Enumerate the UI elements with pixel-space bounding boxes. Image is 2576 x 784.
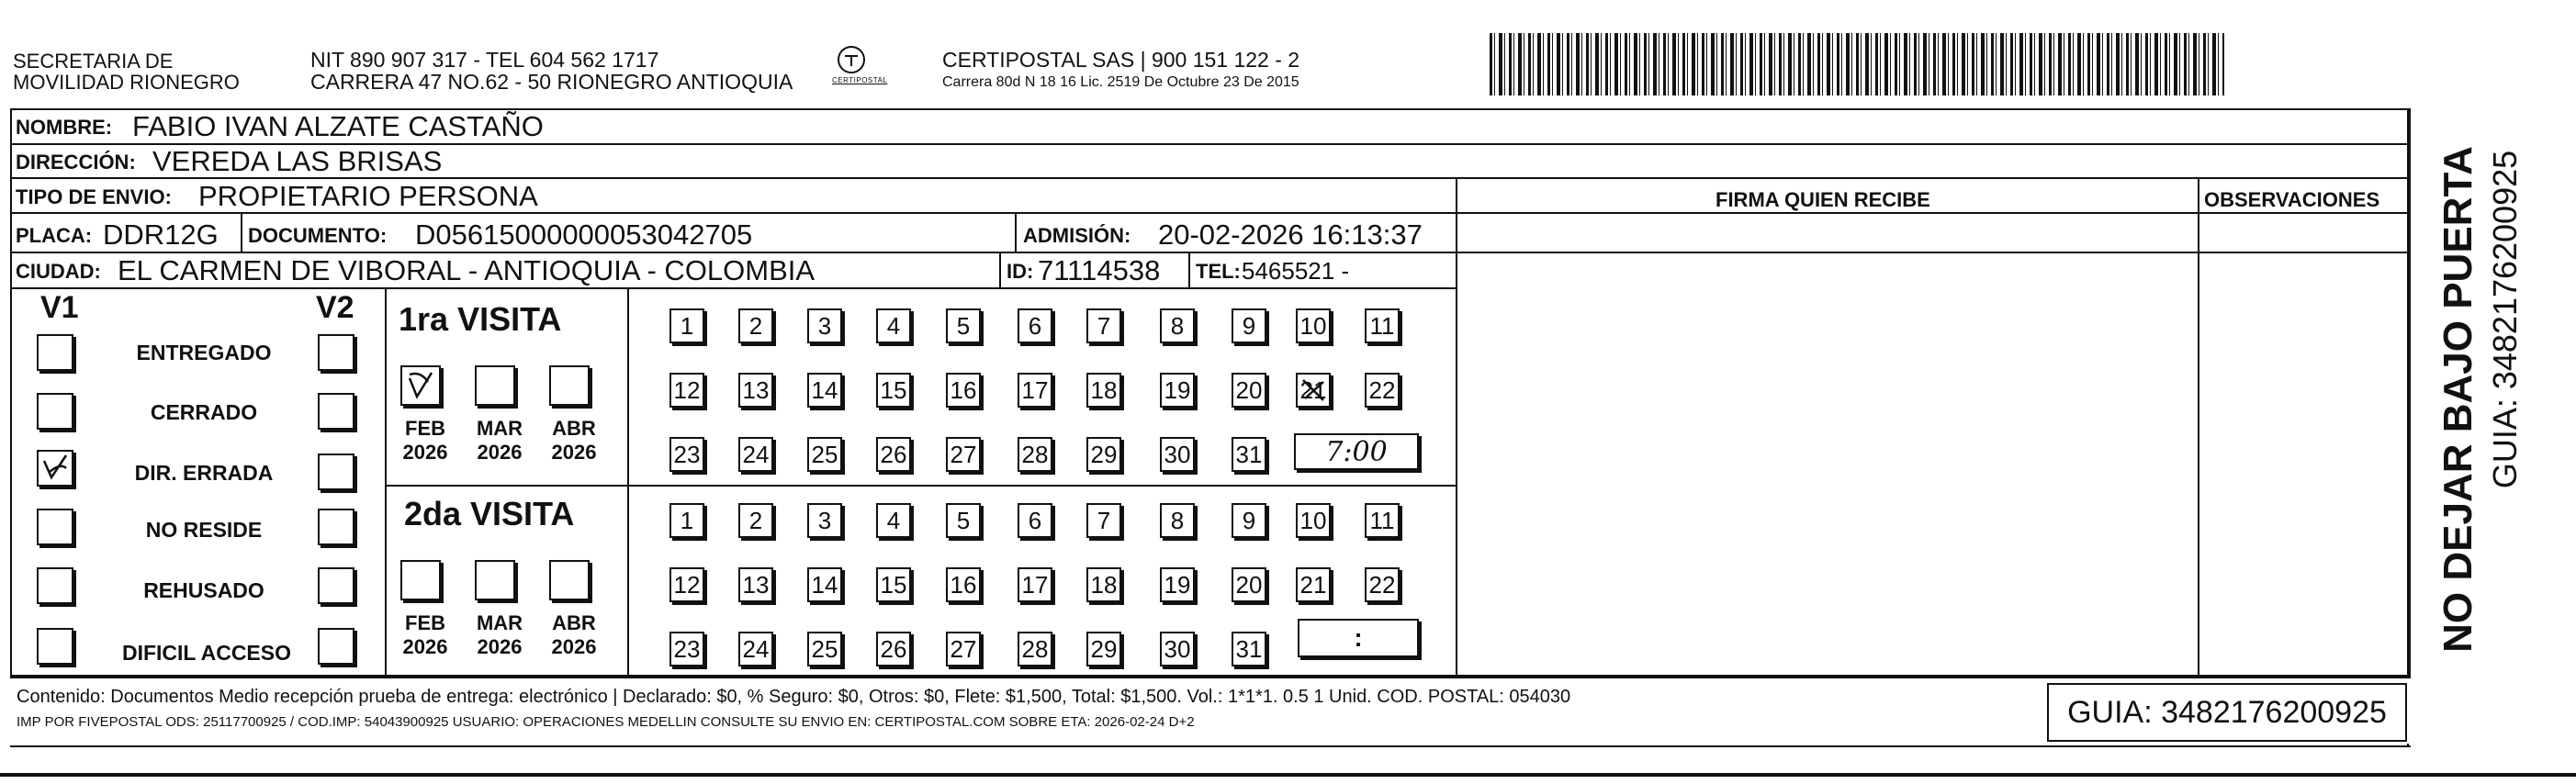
barcode <box>1490 33 2224 95</box>
v2-rehusado-checkbox[interactable] <box>318 567 354 604</box>
visit2-day-17[interactable]: 17 <box>1018 567 1052 602</box>
visit1-day-21[interactable]: 21 <box>1296 373 1331 408</box>
page-bottom-rule <box>0 773 2576 777</box>
v1-no-reside-checkbox[interactable] <box>37 509 73 545</box>
visit1-day-6[interactable]: 6 <box>1018 308 1052 343</box>
visit1-day-12[interactable]: 12 <box>669 373 704 408</box>
visit2-day-1[interactable]: 1 <box>669 503 704 538</box>
tipo-envio-label: TIPO DE ENVIO: <box>16 185 172 208</box>
direccion-value: VEREDA LAS BRISAS <box>152 145 443 177</box>
v1-dir-errada-checkbox[interactable] <box>37 450 73 487</box>
visit1-day-14[interactable]: 14 <box>807 373 842 408</box>
day-mark-icon <box>1298 375 1329 406</box>
visit1-time-field[interactable]: 7:00 <box>1294 433 1419 470</box>
visit1-day-2[interactable]: 2 <box>738 308 773 343</box>
v1-cerrado-checkbox[interactable] <box>37 393 73 430</box>
visit1-day-11[interactable]: 11 <box>1365 308 1400 343</box>
visit2-day-28[interactable]: 28 <box>1018 632 1052 666</box>
sender-name-line2: MOVILIDAD RIONEGRO <box>13 71 240 94</box>
tipo-envio-value: PROPIETARIO PERSONA <box>198 180 538 212</box>
visit2-day-7[interactable]: 7 <box>1086 503 1121 538</box>
status-no-reside: NO RESIDE <box>145 518 263 542</box>
visit2-day-12[interactable]: 12 <box>669 567 704 602</box>
v2-dir-errada-checkbox[interactable] <box>318 454 354 490</box>
visit1-feb-checkbox[interactable] <box>400 365 441 406</box>
visit2-day-6[interactable]: 6 <box>1018 503 1052 538</box>
check-mark-icon <box>402 367 439 404</box>
visit1-day-20[interactable]: 20 <box>1232 373 1266 408</box>
nombre-label: NOMBRE: <box>16 116 113 139</box>
v2-dificil-acceso-checkbox[interactable] <box>318 628 354 665</box>
visit1-day-1[interactable]: 1 <box>669 308 704 343</box>
visit1-title: 1ra VISITA <box>399 300 562 338</box>
visit2-day-15[interactable]: 15 <box>876 567 911 602</box>
visit2-day-21[interactable]: 21 <box>1296 567 1331 602</box>
visit2-day-14[interactable]: 14 <box>807 567 842 602</box>
placa-label: PLACA: <box>16 224 93 247</box>
v2-cerrado-checkbox[interactable] <box>318 393 354 430</box>
sender-address: CARRERA 47 NO.62 - 50 RIONEGRO ANTIOQUIA <box>310 70 793 94</box>
v2-label: V2 <box>316 290 354 325</box>
visit2-day-29[interactable]: 29 <box>1086 632 1121 666</box>
visit1-day-17[interactable]: 17 <box>1018 373 1052 408</box>
visit2-month-feb: FEB 2026 <box>402 611 448 659</box>
visit1-day-15[interactable]: 15 <box>876 373 911 408</box>
visit1-day-30[interactable]: 30 <box>1160 437 1195 472</box>
visit2-day-22[interactable]: 22 <box>1365 567 1400 602</box>
direccion-label: DIRECCIÓN: <box>16 151 136 174</box>
visit2-month-mar: MAR 2026 <box>476 611 523 659</box>
status-entregado: ENTREGADO <box>136 341 272 364</box>
visit2-title: 2da VISITA <box>404 495 575 532</box>
visit2-day-27[interactable]: 27 <box>946 632 981 666</box>
visit1-day-22[interactable]: 22 <box>1365 373 1400 408</box>
visit2-day-31[interactable]: 31 <box>1232 632 1266 666</box>
visit1-day-5[interactable]: 5 <box>946 308 981 343</box>
sender-name-line1: SECRETARIA DE <box>13 50 174 73</box>
certipostal-logo-icon <box>838 46 865 73</box>
carrier-license: Carrera 80d N 18 16 Lic. 2519 De Octubre 23 De 2015 <box>942 74 1299 90</box>
visit2-day-19[interactable]: 19 <box>1160 567 1195 602</box>
v2-entregado-checkbox[interactable] <box>318 334 354 371</box>
visit2-day-4[interactable]: 4 <box>876 503 911 538</box>
visit2-day-23[interactable]: 23 <box>669 632 704 666</box>
admision-label: ADMISIÓN: <box>1023 224 1131 247</box>
visit2-day-16[interactable]: 16 <box>946 567 981 602</box>
visit1-day-4[interactable]: 4 <box>876 308 911 343</box>
placa-value: DDR12G <box>103 218 219 251</box>
visit1-day-18[interactable]: 18 <box>1086 373 1121 408</box>
visit1-day-31[interactable]: 31 <box>1232 437 1266 472</box>
tel-value: 5465521 - <box>1242 257 1350 285</box>
visit1-day-25[interactable]: 25 <box>807 437 842 472</box>
v1-label: V1 <box>40 290 79 325</box>
firma-label: FIRMA QUIEN RECIBE <box>1715 188 1930 211</box>
visit1-day-19[interactable]: 19 <box>1160 373 1195 408</box>
visit2-day-3[interactable]: 3 <box>807 503 842 538</box>
visit1-day-10[interactable]: 10 <box>1296 308 1331 343</box>
status-dir-errada: DIR. ERRADA <box>134 461 274 485</box>
visit1-day-24[interactable]: 24 <box>738 437 773 472</box>
observaciones-label: OBSERVACIONES <box>2204 188 2380 211</box>
documento-label: DOCUMENTO: <box>248 224 388 247</box>
visit2-feb-checkbox[interactable] <box>400 560 441 600</box>
visit2-day-9[interactable]: 9 <box>1232 503 1266 538</box>
visit1-day-9[interactable]: 9 <box>1232 308 1266 343</box>
logo-caption: CERTIPOSTAL <box>832 76 888 84</box>
visit1-day-27[interactable]: 27 <box>946 437 981 472</box>
visit2-day-20[interactable]: 20 <box>1232 567 1266 602</box>
side-guia: GUIA: 3482176200925 <box>2486 150 2524 489</box>
visit2-day-18[interactable]: 18 <box>1086 567 1121 602</box>
id-value: 71114538 <box>1038 254 1161 286</box>
footer-guia-box: GUIA: 3482176200925 <box>2047 683 2407 742</box>
visit2-day-26[interactable]: 26 <box>876 632 911 666</box>
v1-rehusado-checkbox[interactable] <box>37 567 73 604</box>
visit1-month-mar: MAR 2026 <box>476 417 523 465</box>
visit1-month-feb: FEB 2026 <box>402 417 448 465</box>
visit2-day-10[interactable]: 10 <box>1296 503 1331 538</box>
visit1-abr-checkbox[interactable] <box>549 365 590 406</box>
id-label: ID: <box>1007 260 1034 283</box>
visit2-month-abr: ABR 2026 <box>551 611 597 659</box>
visit1-day-16[interactable]: 16 <box>946 373 981 408</box>
visit2-day-8[interactable]: 8 <box>1160 503 1195 538</box>
visit2-day-24[interactable]: 24 <box>738 632 773 666</box>
footer-imp: IMP POR FIVEPOSTAL ODS: 25117700925 / COD.IMP: 54043900925 USUARIO: OPERACIONES MEDELLIN CONSULTE SU ENVIO EN: CERTIPOSTAL.COM SOBRE ETA: 2026-02-24 D+2 <box>17 714 1195 730</box>
status-dificil-acceso: DIFICIL ACCESO <box>121 641 291 665</box>
documento-value: D05615000000053042705 <box>415 218 753 251</box>
visit1-day-23[interactable]: 23 <box>669 437 704 472</box>
visit2-day-2[interactable]: 2 <box>738 503 773 538</box>
footer-contenido: Contenido: Documentos Medio recepción prueba de entrega: electrónico | Declarado: $0, % Seguro: $0, Otros: $0, Flete: $1,500, Total: $1,500. Vol.: 1*1*1. 0.5 1 Unid. COD. POSTAL: 054030 <box>17 687 1571 707</box>
v2-no-reside-checkbox[interactable] <box>318 509 354 545</box>
visit1-month-abr: ABR 2026 <box>551 417 597 465</box>
ciudad-value: EL CARMEN DE VIBORAL - ANTIOQUIA - COLOMBIA <box>118 254 816 286</box>
ciudad-label: CIUDAD: <box>16 260 101 283</box>
carrier-name: CERTIPOSTAL SAS | 900 151 122 - 2 <box>942 48 1300 72</box>
admision-value: 20-02-2026 16:13:37 <box>1158 218 1423 251</box>
visit2-time-field[interactable]: : <box>1298 619 1419 657</box>
no-dejar-bajo-puerta: NO DEJAR BAJO PUERTA <box>2435 146 2480 653</box>
visit1-day-28[interactable]: 28 <box>1018 437 1052 472</box>
status-cerrado: CERRADO <box>150 400 258 424</box>
visit1-day-29[interactable]: 29 <box>1086 437 1121 472</box>
visit2-day-30[interactable]: 30 <box>1160 632 1195 666</box>
v1-dificil-acceso-checkbox[interactable] <box>37 628 73 665</box>
nombre-value: FABIO IVAN ALZATE CASTAÑO <box>132 110 544 142</box>
visit1-day-26[interactable]: 26 <box>876 437 911 472</box>
visit2-abr-checkbox[interactable] <box>549 560 590 600</box>
visit2-day-5[interactable]: 5 <box>946 503 981 538</box>
visit2-day-13[interactable]: 13 <box>738 567 773 602</box>
visit1-day-3[interactable]: 3 <box>807 308 842 343</box>
visit1-day-7[interactable]: 7 <box>1086 308 1121 343</box>
visit2-day-25[interactable]: 25 <box>807 632 842 666</box>
visit2-day-11[interactable]: 11 <box>1365 503 1400 538</box>
tel-label: TEL: <box>1196 260 1241 283</box>
nit-tel: NIT 890 907 317 - TEL 604 562 1717 <box>310 48 659 72</box>
check-mark-icon <box>39 452 72 485</box>
visit1-day-8[interactable]: 8 <box>1160 308 1195 343</box>
v1-entregado-checkbox[interactable] <box>37 334 73 371</box>
visit1-day-13[interactable]: 13 <box>738 373 773 408</box>
visit2-mar-checkbox[interactable] <box>475 560 515 600</box>
visit1-mar-checkbox[interactable] <box>475 365 515 406</box>
status-rehusado: REHUSADO <box>143 578 264 602</box>
